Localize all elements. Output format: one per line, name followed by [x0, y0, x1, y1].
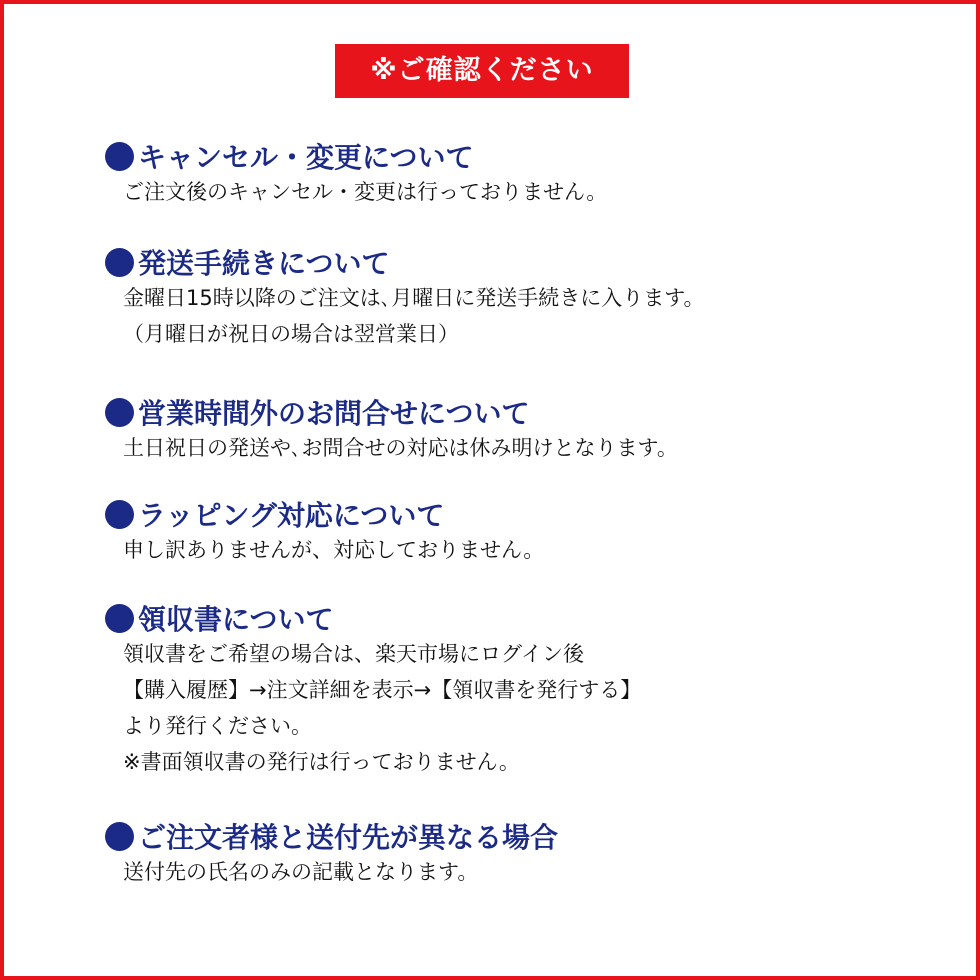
section-title: キャンセル・変更について: [138, 141, 474, 174]
section-text: 領収書をご希望の場合は、楽天市場にログイン後: [123, 642, 584, 666]
section-text: 【購入履歴】→注文詳細を表示→【領収書を発行する】: [123, 678, 642, 702]
section-text: 金曜日15時以降のご注文は､月曜日に発送手続きに入ります。: [123, 286, 705, 310]
bullet-icon: [105, 604, 134, 633]
bullet-icon: [105, 248, 134, 277]
notice-banner: [335, 44, 629, 98]
banner-label: ※ご確認ください: [370, 55, 594, 86]
section-text: 申し訳ありませんが、対応しておりません。: [123, 538, 545, 562]
section-title: ご注文者様と送付先が異なる場合: [138, 821, 559, 854]
bullet-icon: [105, 500, 134, 529]
section-receipt: [105, 600, 641, 780]
section-inquiries: [105, 394, 678, 466]
bullet-icon: [105, 398, 134, 427]
section-heading: [105, 600, 641, 636]
section-text: 土日祝日の発送や､お問合せの対応は休み明けとなります。: [123, 436, 678, 460]
section-text: 送付先の氏名のみの記載となります。: [123, 860, 479, 884]
section-text: ご注文後のキャンセル・変更は行っておりません。: [123, 180, 608, 204]
section-cancellation: [105, 138, 607, 210]
section-heading: [105, 496, 544, 532]
section-text: ※書面領収書の発行は行っておりません。: [123, 750, 520, 774]
section-title: 営業時間外のお問合せについて: [138, 397, 530, 430]
section-wrapping: [105, 496, 544, 568]
section-heading: [105, 138, 607, 174]
section-heading: [105, 394, 678, 430]
section-title: 領収書について: [138, 603, 334, 636]
section-text: （月曜日が祝日の場合は翌営業日）: [123, 322, 459, 346]
section-different-recipient: [105, 818, 558, 890]
section-heading: [105, 244, 705, 280]
section-title: 発送手続きについて: [138, 247, 390, 280]
section-shipping: [105, 244, 705, 352]
section-text: より発行ください。: [123, 714, 312, 738]
section-heading: [105, 818, 558, 854]
section-title: ラッピング対応について: [138, 499, 445, 532]
bullet-icon: [105, 822, 134, 851]
bullet-icon: [105, 142, 134, 171]
